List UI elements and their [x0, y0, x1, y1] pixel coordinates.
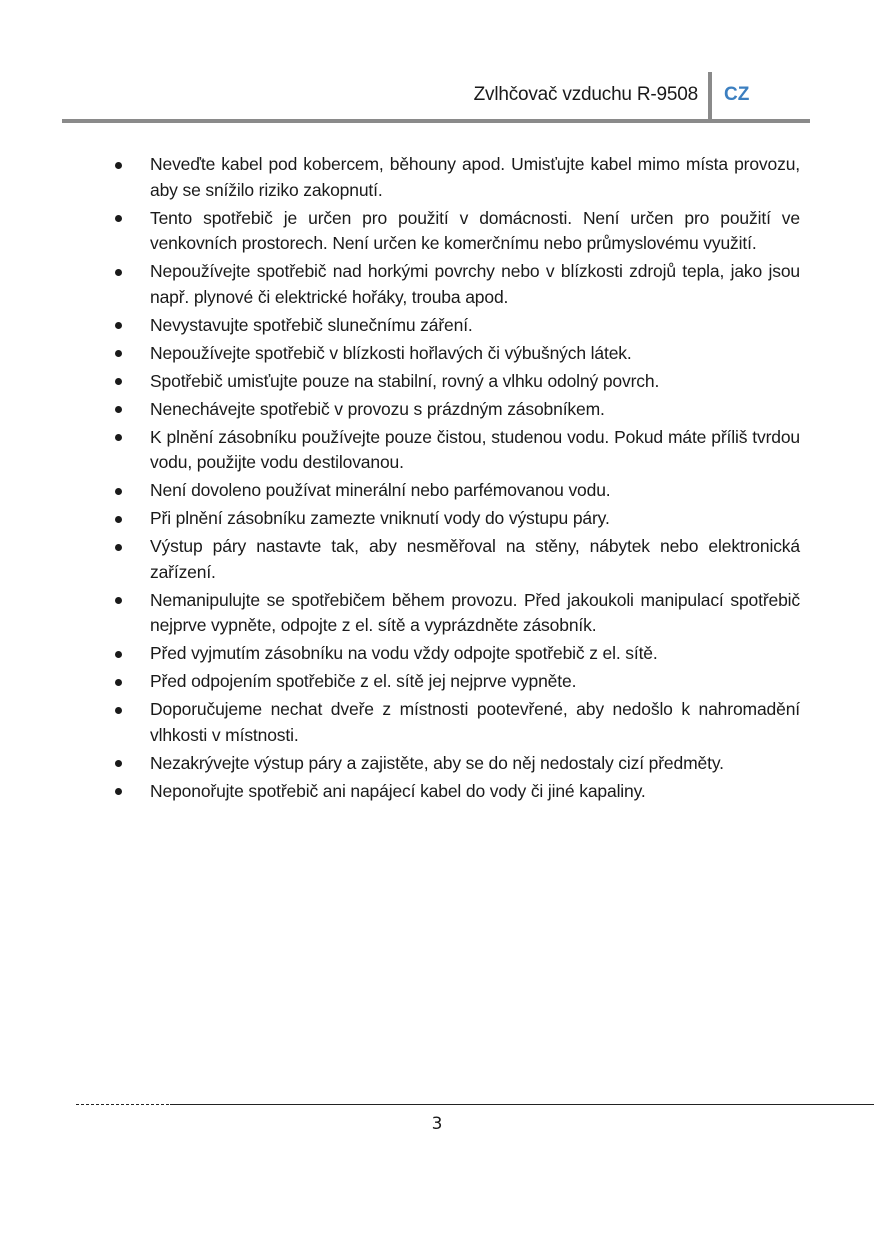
bullet-icon — [115, 488, 122, 495]
list-item-text: Nemanipulujte se spotřebičem během provozu. Před jakoukoli manipulací spotřebič nejprve vypněte, odpojte z el. sítě a vyprázdněte zásobník. — [150, 589, 800, 635]
list-item-text: Před odpojením spotřebiče z el. sítě jej nejprve vypněte. — [150, 671, 577, 691]
list-item — [112, 341, 800, 367]
list-item — [112, 259, 800, 310]
list-item-text: Neponořujte spotřebič ani napájecí kabel do vody či jiné kapaliny. — [150, 780, 646, 801]
bullet-icon — [115, 406, 122, 413]
bullet-icon — [115, 378, 122, 385]
list-item — [112, 506, 800, 532]
bullet-icon — [115, 679, 122, 686]
list-item-text: Spotřebič umisťujte pouze na stabilní, rovný a vlhku odolný povrch. — [150, 370, 660, 391]
bullet-icon — [115, 760, 122, 767]
bullet-icon — [115, 269, 122, 276]
list-item — [112, 641, 800, 667]
bullet-icon — [115, 322, 122, 329]
bullet-icon — [115, 434, 122, 441]
document-title: Zvlhčovač vzduchu R-9508 — [473, 84, 698, 105]
bullet-icon — [115, 215, 122, 222]
list-item-text: Nenechávejte spotřebič v provozu s prázdným zásobníkem. — [150, 398, 605, 419]
list-item — [112, 425, 800, 476]
bullet-icon — [115, 651, 122, 658]
page-number: 3 — [431, 1114, 443, 1134]
list-item — [112, 397, 800, 423]
header-rule — [62, 119, 810, 123]
list-item-text: Není dovoleno používat minerální nebo parfémovanou vodu. — [150, 480, 611, 500]
language-code: CZ — [724, 84, 750, 105]
bullet-icon — [115, 162, 122, 169]
list-item — [112, 478, 800, 504]
list-item — [112, 206, 800, 257]
bullet-icon — [115, 350, 122, 357]
list-item-text: Nezakrývejte výstup páry a zajistěte, aby se do něj nedostaly cizí předměty. — [150, 752, 724, 773]
list-item — [112, 751, 800, 777]
list-item-text: Neveďte kabel pod kobercem, běhouny apod. Umisťujte kabel mimo místa provozu, aby se snížilo riziko zakopnutí. — [150, 154, 800, 200]
list-item — [112, 152, 800, 203]
bullet-list — [112, 152, 800, 804]
footer-rule — [170, 1104, 874, 1105]
list-item — [112, 313, 800, 339]
bullet-icon — [115, 788, 122, 795]
list-item-text: Výstup páry nastavte tak, aby nesměřoval na stěny, nábytek nebo elektronická zařízení. — [150, 536, 800, 582]
list-item — [112, 588, 800, 639]
bullet-icon — [115, 516, 122, 523]
list-item — [112, 369, 800, 395]
page-header — [62, 72, 810, 122]
list-item — [112, 779, 800, 805]
list-item-text: Tento spotřebič je určen pro použití v domácnosti. Není určen pro použití ve venkovních prostorech. Není určen ke komerčnímu nebo průmyslovému využití. — [150, 207, 800, 253]
bullet-icon — [115, 707, 122, 714]
list-item-text: Nevystavujte spotřebič slunečnímu záření. — [150, 314, 473, 335]
list-item-text: Nepoužívejte spotřebič v blízkosti hořlavých či výbušných látek. — [150, 342, 632, 363]
list-item — [112, 534, 800, 585]
list-item — [112, 697, 800, 748]
list-item-text: Nepoužívejte spotřebič nad horkými povrchy nebo v blízkosti zdrojů tepla, jako jsou např. plynové či elektrické hořáky, trouba apod. — [150, 261, 800, 307]
list-item-text: Před vyjmutím zásobníku na vodu vždy odpojte spotřebič z el. sítě. — [150, 643, 658, 663]
list-item-text: K plnění zásobníku používejte pouze čistou, studenou vodu. Pokud máte příliš tvrdou vodu, použijte vodu destilovanou. — [150, 426, 800, 472]
header-separator — [708, 72, 712, 120]
list-item-text: Při plnění zásobníku zamezte vniknutí vody do výstupu páry. — [150, 508, 610, 528]
bullet-icon — [115, 544, 122, 551]
bullet-icon — [115, 597, 122, 604]
safety-instructions — [112, 152, 800, 807]
list-item — [112, 669, 800, 695]
list-item-text: Doporučujeme nechat dveře z místnosti pootevřené, aby nedošlo k nahromadění vlhkosti v místnosti. — [150, 699, 800, 745]
